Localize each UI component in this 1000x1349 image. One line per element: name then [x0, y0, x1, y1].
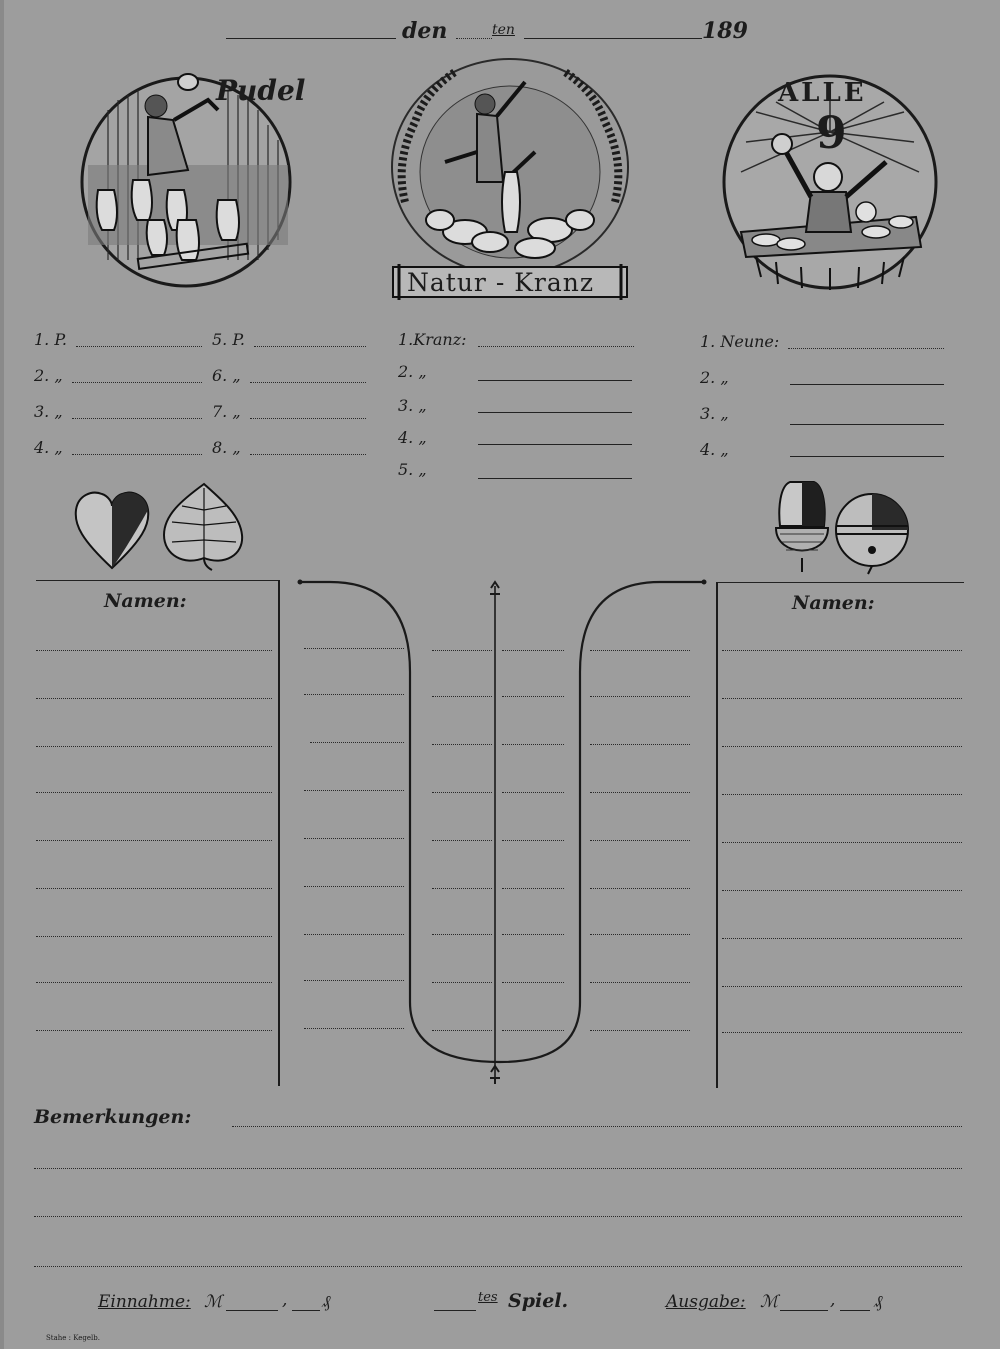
pudel-field-8[interactable]: [250, 454, 366, 455]
neune-field-4[interactable]: [790, 456, 944, 457]
lane-right-row-3[interactable]: [590, 744, 690, 745]
lane-center-b-6[interactable]: [502, 888, 564, 889]
ausgabe-mark-field[interactable]: [780, 1310, 828, 1311]
printer-imprint: Stahe : Kegelb.: [46, 1334, 100, 1342]
name-left-row-6[interactable]: [36, 888, 272, 889]
pudel-label-3: 3. „: [34, 402, 63, 421]
lane-left-row-1[interactable]: [304, 648, 404, 649]
page-binding-edge: [0, 0, 4, 1349]
kranz-title: Natur - Kranz: [407, 268, 595, 297]
lane-left-row-6[interactable]: [304, 886, 404, 887]
einnahme-separator: ,: [282, 1290, 288, 1310]
name-left-row-3[interactable]: [36, 746, 272, 747]
kranz-field-1[interactable]: [478, 346, 634, 347]
neune-number: 9: [816, 108, 847, 159]
lane-left-row-2[interactable]: [304, 694, 404, 695]
lane-center-a-7[interactable]: [432, 934, 492, 935]
lane-left-row-5[interactable]: [304, 838, 404, 839]
lane-center-b-9[interactable]: [502, 1030, 564, 1031]
pudel-label-5: 5. P.: [212, 330, 245, 349]
remarks-line-3[interactable]: [34, 1216, 962, 1217]
name-left-row-7[interactable]: [36, 936, 272, 937]
spiel-number-field[interactable]: [434, 1310, 476, 1311]
name-right-row-7[interactable]: [722, 938, 962, 939]
einnahme-pf-field[interactable]: [292, 1310, 320, 1311]
lane-left-row-4[interactable]: [304, 790, 404, 791]
einnahme-pf-symbol: ₰: [322, 1292, 331, 1312]
neune-label-1: 1. Neune:: [700, 332, 780, 351]
right-header-rule: [716, 582, 964, 583]
lane-right-row-6[interactable]: [590, 888, 690, 889]
lane-left-row-9[interactable]: [304, 1028, 404, 1029]
ausgabe-separator: ,: [830, 1290, 836, 1310]
alle-title: ALLE: [778, 78, 867, 108]
date-line-2[interactable]: [456, 38, 492, 39]
ausgabe-mark-symbol: ℳ: [760, 1292, 779, 1312]
pudel-field-5[interactable]: [254, 346, 366, 347]
lane-center-a-3[interactable]: [432, 744, 492, 745]
lane-center-a-4[interactable]: [432, 792, 492, 793]
kranz-field-2[interactable]: [478, 380, 632, 381]
lane-center-a-9[interactable]: [432, 1030, 492, 1031]
lane-center-b-2[interactable]: [502, 696, 564, 697]
name-left-row-1[interactable]: [36, 650, 272, 651]
lane-left-row-8[interactable]: [304, 980, 404, 981]
neune-field-3[interactable]: [790, 424, 944, 425]
neune-label-3: 3. „: [700, 404, 729, 423]
name-right-row-4[interactable]: [722, 794, 962, 795]
remarks-line-4[interactable]: [34, 1266, 962, 1267]
ausgabe-pf-symbol: ₰: [874, 1292, 883, 1312]
name-right-row-3[interactable]: [722, 746, 962, 747]
names-right-header: Namen:: [792, 592, 875, 614]
lane-right-row-4[interactable]: [590, 792, 690, 793]
pudel-field-6[interactable]: [250, 382, 366, 383]
lane-right-row-5[interactable]: [590, 840, 690, 841]
pudel-label-6: 6. „: [212, 366, 241, 385]
einnahme-mark-field[interactable]: [226, 1310, 278, 1311]
name-right-row-2[interactable]: [722, 698, 962, 699]
pudel-label-2: 2. „: [34, 366, 63, 385]
ausgabe-pf-field[interactable]: [840, 1310, 870, 1311]
kranz-illustration: [385, 52, 635, 304]
den-label: den: [402, 18, 448, 44]
acorn-bell-suit-icons: [772, 478, 912, 576]
kranz-label-2: 2. „: [398, 362, 427, 381]
kranz-label-3: 3. „: [398, 396, 427, 415]
ausgabe-label: Ausgabe:: [666, 1292, 746, 1312]
lane-center-b-8[interactable]: [502, 982, 564, 983]
lane-center-b-4[interactable]: [502, 792, 564, 793]
pudel-label-7: 7. „: [212, 402, 241, 421]
year-label: 189: [702, 18, 748, 44]
names-left-header: Namen:: [104, 590, 187, 612]
date-line-1[interactable]: [226, 38, 396, 39]
kranz-field-5[interactable]: [478, 478, 632, 479]
name-left-row-2[interactable]: [36, 698, 272, 699]
lane-right-row-7[interactable]: [590, 934, 690, 935]
name-left-row-4[interactable]: [36, 792, 272, 793]
left-column-divider: [278, 580, 280, 1086]
neune-field-1[interactable]: [788, 348, 944, 349]
name-right-row-6[interactable]: [722, 890, 962, 891]
neune-label-2: 2. „: [700, 368, 729, 387]
name-right-row-9[interactable]: [722, 1032, 962, 1033]
pudel-title: Pudel: [216, 74, 306, 107]
name-left-row-9[interactable]: [36, 1030, 272, 1031]
acorn-icon: [776, 482, 828, 572]
tes-label: tes: [478, 1290, 498, 1305]
pudel-label-8: 8. „: [212, 438, 241, 457]
lane-center-a-2[interactable]: [432, 696, 492, 697]
pudel-field-2[interactable]: [72, 382, 202, 383]
spiel-label: Spiel.: [508, 1290, 569, 1312]
lane-left-row-3[interactable]: [310, 742, 404, 743]
lane-center-b-7[interactable]: [502, 934, 564, 935]
pudel-emblem: [78, 70, 306, 292]
lane-left-row-7[interactable]: [304, 934, 404, 935]
ten-label: ten: [492, 22, 515, 38]
pudel-label-1: 1. P.: [34, 330, 67, 349]
pudel-label-4: 4. „: [34, 438, 63, 457]
neune-label-4: 4. „: [700, 440, 729, 459]
lane-center-a-6[interactable]: [432, 888, 492, 889]
lane-center-b-5[interactable]: [502, 840, 564, 841]
neune-emblem: [716, 72, 944, 294]
pudel-field-7[interactable]: [250, 418, 366, 419]
kranz-label-4: 4. „: [398, 428, 427, 447]
remarks-line-1[interactable]: [232, 1126, 962, 1127]
kranz-field-4[interactable]: [478, 444, 632, 445]
name-right-row-8[interactable]: [722, 986, 962, 987]
lane-center-b-1[interactable]: [502, 650, 564, 651]
lane-right-row-1[interactable]: [590, 650, 690, 651]
neune-field-2[interactable]: [790, 384, 944, 385]
kranz-emblem: [385, 52, 635, 304]
lane-center-b-3[interactable]: [502, 744, 564, 745]
lane-right-row-9[interactable]: [590, 1030, 690, 1031]
bell-icon: [836, 494, 908, 574]
heart-leaf-suit-icons: [72, 480, 244, 572]
name-right-row-5[interactable]: [722, 842, 962, 843]
remarks-line-2[interactable]: [34, 1168, 962, 1169]
kranz-label-5: 5. „: [398, 460, 427, 479]
name-left-row-5[interactable]: [36, 840, 272, 841]
name-left-row-8[interactable]: [36, 982, 272, 983]
pudel-field-4[interactable]: [72, 454, 202, 455]
left-header-rule: [36, 580, 280, 581]
pudel-field-1[interactable]: [76, 346, 202, 347]
lane-right-row-2[interactable]: [590, 696, 690, 697]
kranz-field-3[interactable]: [478, 412, 632, 413]
lane-center-a-8[interactable]: [432, 982, 492, 983]
kranz-label-1: 1.Kranz:: [398, 330, 467, 349]
lane-center-a-1[interactable]: [432, 650, 492, 651]
date-line-3[interactable]: [524, 38, 702, 39]
remarks-label: Bemerkungen:: [34, 1106, 192, 1128]
einnahme-mark-symbol: ℳ: [204, 1292, 223, 1312]
lane-right-row-8[interactable]: [590, 982, 690, 983]
name-right-row-1[interactable]: [722, 650, 962, 651]
heart-icon: [76, 493, 149, 568]
einnahme-label: Einnahme:: [98, 1292, 191, 1312]
pudel-field-3[interactable]: [72, 418, 202, 419]
lane-center-a-5[interactable]: [432, 840, 492, 841]
leaf-icon: [164, 484, 242, 570]
